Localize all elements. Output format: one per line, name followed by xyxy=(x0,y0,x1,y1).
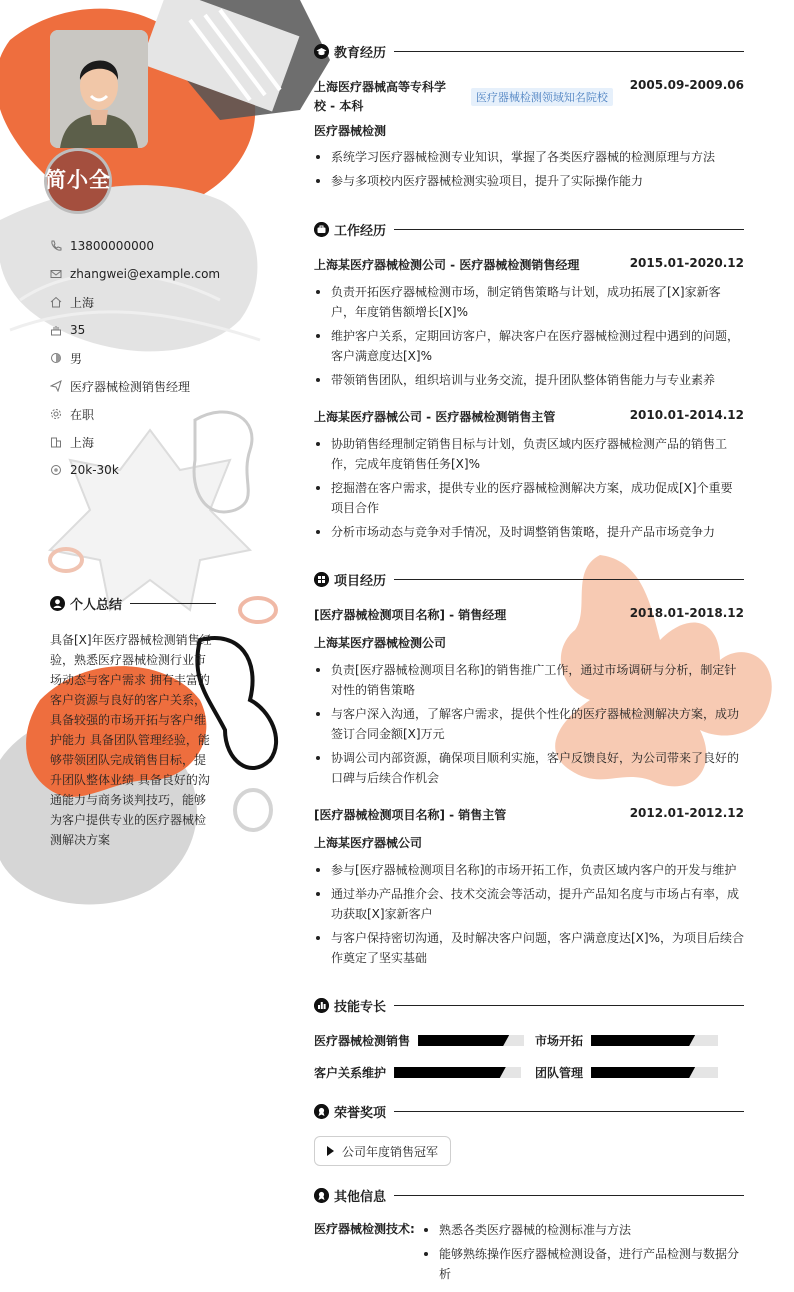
section-divider xyxy=(394,1195,744,1196)
avatar-portrait-image xyxy=(50,30,148,148)
list-item: 与客户深入沟通，了解客户需求，提供个性化的医疗器械检测解决方案，成功签订合同金额[X]万元 xyxy=(314,704,744,744)
skill-bar xyxy=(394,1067,521,1078)
education-row xyxy=(314,78,744,116)
list-item: 通过举办产品推介会、技术交流会等活动，提升产品知名度与市场占有率，成功获取[X]家新客户 xyxy=(314,884,744,924)
school-tag: 医疗器械检测领域知名院校 xyxy=(471,88,613,106)
gender-icon xyxy=(50,352,62,364)
phone-icon xyxy=(50,240,62,252)
project-heading: [医疗器械检测项目名称] - 销售经理 xyxy=(314,608,507,622)
section-divider xyxy=(394,1111,744,1112)
salary-icon xyxy=(50,464,62,476)
info-gender xyxy=(50,344,250,372)
skills-title: 技能专长 xyxy=(334,1000,387,1015)
other-section-header xyxy=(314,1186,744,1205)
status-icon xyxy=(50,408,62,420)
project-company: 上海某医疗器械公司 xyxy=(314,836,423,850)
contact-info-list xyxy=(50,232,250,484)
section-divider xyxy=(130,603,216,604)
project-bullets xyxy=(314,860,744,972)
section-divider xyxy=(394,51,744,52)
project-date: 2012.01-2012.12 xyxy=(629,806,744,820)
info-city xyxy=(50,428,250,456)
list-item: 协助销售经理制定销售目标与计划，负责区域内医疗器械检测产品的销售工作，完成年度销售任务[X]% xyxy=(314,434,744,474)
list-item: 能够熟练操作医疗器械检测设备，进行产品检测与数据分析 xyxy=(422,1244,744,1284)
other-title: 其他信息 xyxy=(334,1190,387,1205)
list-item: 负责[医疗器械检测项目名称]的销售推广工作，通过市场调研与分析，制定针对性的销售策略 xyxy=(314,660,744,700)
skill-bar xyxy=(418,1035,524,1046)
skill-bar xyxy=(591,1067,718,1078)
pink-ring-decoration xyxy=(240,598,276,622)
list-item: 分析市场动态与竞争对手情况，及时调整销售策略，提升产品市场竞争力 xyxy=(314,522,744,542)
list-item: 维护客户关系，定期回访客户，解决客户在医疗器械检测过程中遇到的问题，客户满意度达[X]% xyxy=(314,326,744,366)
list-item: 参与[医疗器械检测项目名称]的市场开拓工作，负责区域内客户的开发与维护 xyxy=(314,860,744,880)
info-text: 20k-30k xyxy=(70,463,119,477)
list-item: 参与多项校内医疗器械检测实验项目，提升了实际操作能力 xyxy=(314,171,744,191)
info-text: 上海 xyxy=(70,435,95,450)
section-divider xyxy=(394,229,744,230)
info-age xyxy=(50,316,250,344)
honors-title: 荣誉奖项 xyxy=(334,1106,387,1121)
info-text: 13800000000 xyxy=(70,239,154,253)
age-icon xyxy=(50,324,62,336)
award-tag xyxy=(314,1136,451,1166)
skills-section-header xyxy=(314,996,744,1015)
skill-name: 医疗器械检测销售 xyxy=(314,1034,411,1048)
skill-bar xyxy=(591,1035,718,1046)
project-date: 2018.01-2018.12 xyxy=(629,606,744,620)
list-item: 负责开拓医疗器械检测市场，制定销售策略与计划，成功拓展了[X]家新客户，年度销售额增长[X]% xyxy=(314,282,744,322)
skill-name: 市场开拓 xyxy=(535,1034,584,1048)
project-bullets xyxy=(314,660,744,792)
info-text: 35 xyxy=(70,323,86,337)
work-title: 工作经历 xyxy=(334,224,387,239)
other-bullets xyxy=(422,1220,744,1288)
grid-icon xyxy=(314,572,329,587)
projects-section-header xyxy=(314,570,744,589)
job-heading: 上海某医疗器械检测公司 - 医疗器械检测销售经理 xyxy=(314,258,580,272)
gray-ring-decoration xyxy=(235,790,271,830)
info-target-job xyxy=(50,372,250,400)
info-text: 上海 xyxy=(70,295,95,310)
project-row xyxy=(314,806,744,823)
skill-bar-fill xyxy=(418,1035,509,1046)
education-bullets xyxy=(314,147,744,195)
project-company: 上海某医疗器械检测公司 xyxy=(314,636,447,650)
school-name: 上海医疗器械高等专科学校 - 本科 xyxy=(314,80,447,113)
home-icon xyxy=(50,296,62,308)
job-bullets xyxy=(314,282,744,394)
job-date: 2015.01-2020.12 xyxy=(629,256,744,270)
list-item: 挖掘潜在客户需求，提供专业的医疗器械检测解决方案，成功促成[X]个重要项目合作 xyxy=(314,478,744,518)
info-text: 医疗器械检测销售经理 xyxy=(70,379,191,394)
briefcase-icon xyxy=(314,222,329,237)
major-name: 医疗器械检测 xyxy=(314,124,387,138)
target-job-icon xyxy=(50,380,62,392)
skill-bar-fill xyxy=(394,1067,506,1078)
info-home xyxy=(50,288,250,316)
skill-name: 客户关系维护 xyxy=(314,1066,387,1080)
award-label: 公司年度销售冠军 xyxy=(342,1144,439,1159)
honors-section-header xyxy=(314,1102,744,1121)
play-triangle-icon xyxy=(327,1146,334,1156)
section-divider xyxy=(394,579,744,580)
info-text: 在职 xyxy=(70,407,95,422)
summary-title: 个人总结 xyxy=(70,598,123,613)
info-email xyxy=(50,260,250,288)
education-section-header xyxy=(314,42,744,61)
list-item: 系统学习医疗器械检测专业知识，掌握了各类医疗器械的检测原理与方法 xyxy=(314,147,744,167)
summary-text: 具备[X]年医疗器械检测销售经验，熟悉医疗器械检测行业市场动态与客户需求 拥有丰富的客户资源与良好的客户关系，具备较强的市场开拓与客户维护能力 具备团队管理经验，能够带领团队完成销售目标，提升团队整体业绩 具备良好的沟通能力与商务谈判技巧，能够为客户提供专业的医疗器械检测解决方案 xyxy=(50,633,212,847)
avatar xyxy=(50,30,148,148)
user-icon xyxy=(50,596,65,611)
medal-icon xyxy=(314,1104,329,1119)
other-label: 医疗器械检测技术: xyxy=(314,1222,415,1236)
job-heading: 上海某医疗器械公司 - 医疗器械检测销售主管 xyxy=(314,410,556,424)
graduation-cap-icon xyxy=(314,44,329,59)
project-heading: [医疗器械检测项目名称] - 销售主管 xyxy=(314,808,507,822)
info-status xyxy=(50,400,250,428)
bar-chart-icon xyxy=(314,998,329,1013)
skill-item xyxy=(535,1032,718,1049)
info-phone xyxy=(50,232,250,260)
job-row xyxy=(314,408,744,425)
info-text: zhangwei@example.com xyxy=(70,267,221,281)
skill-bar-fill xyxy=(591,1067,695,1078)
skill-item xyxy=(314,1032,524,1049)
email-icon xyxy=(50,268,62,280)
job-row xyxy=(314,256,744,273)
summary-section-header xyxy=(50,594,216,613)
job-bullets xyxy=(314,434,744,546)
skill-item xyxy=(314,1064,521,1081)
info-salary xyxy=(50,456,250,484)
skill-item xyxy=(535,1064,718,1081)
skill-name: 团队管理 xyxy=(535,1066,584,1080)
list-item: 熟悉各类医疗器械的检测标准与方法 xyxy=(422,1220,744,1240)
candidate-name: 简小全 xyxy=(45,168,111,192)
work-section-header xyxy=(314,220,744,239)
job-date: 2010.01-2014.12 xyxy=(629,408,744,422)
skill-bar-fill xyxy=(591,1035,695,1046)
list-item: 带领销售团队，组织培训与业务交流，提升团队整体销售能力与专业素养 xyxy=(314,370,744,390)
project-row xyxy=(314,606,744,623)
section-divider xyxy=(394,1005,744,1006)
projects-title: 项目经历 xyxy=(334,574,387,589)
education-date: 2005.09-2009.06 xyxy=(629,78,744,92)
city-icon xyxy=(50,436,62,448)
info-text: 男 xyxy=(70,351,83,366)
education-title: 教育经历 xyxy=(334,46,387,61)
list-item: 与客户保持密切沟通，及时解决客户问题，客户满意度达[X]%，为项目后续合作奠定了坚实基础 xyxy=(314,928,744,968)
list-item: 协调公司内部资源，确保项目顺利实施，客户反馈良好，为公司带来了良好的口碑与后续合作机会 xyxy=(314,748,744,788)
info-badge-icon xyxy=(314,1188,329,1203)
